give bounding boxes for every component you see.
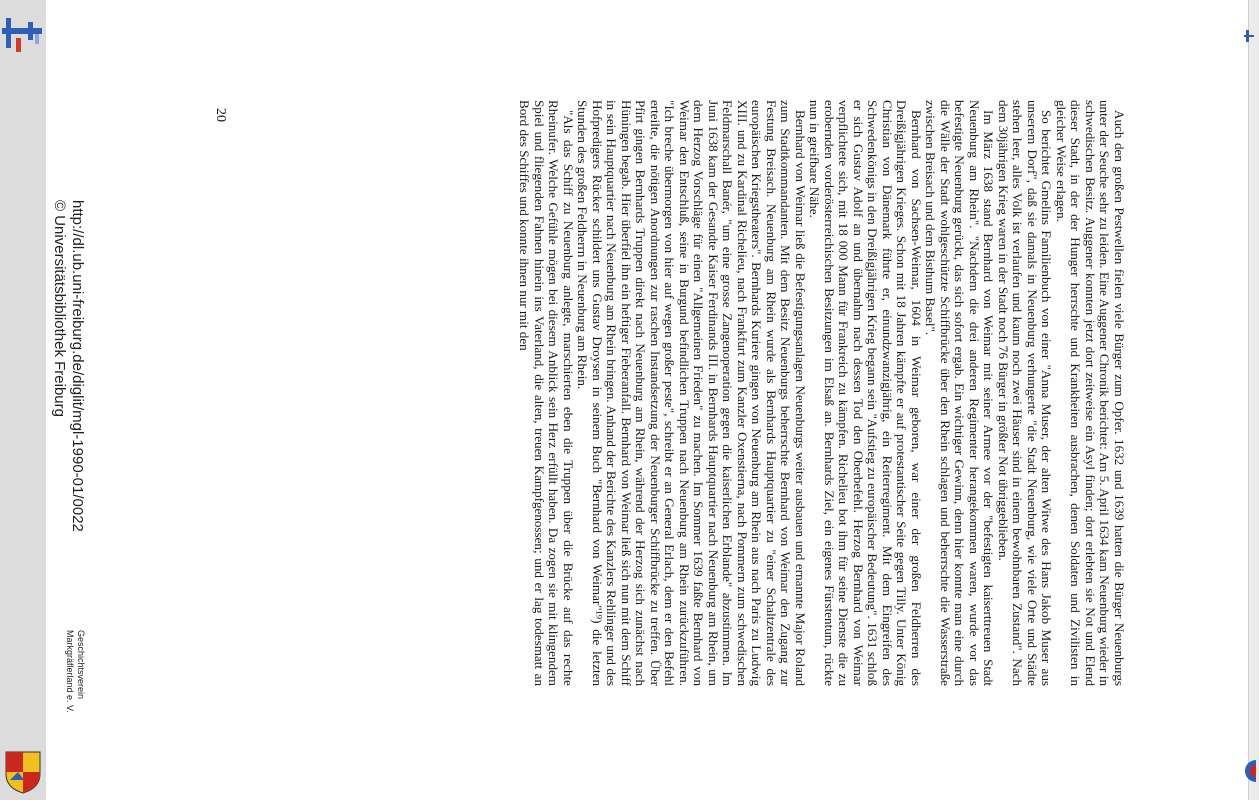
paragraph: "Als das Schiff zu Neuenburg anlegte, marschierten eben die Truppen über die Brücke auf das rechte Rheinufer. Welche Gefühle mögen bei diesem Anblick sein Herz erfüllt haben. Da zogen sie mit klingendem Spiel und fliegenden Fahnen hinein ins Vaterland, die alten, treuen Kampfgenossen; und er lag todesmatt an Bord des Schiffes und konnte ihnen nur mit den <box>517 100 576 686</box>
paragraph: Bernhard von Sachsen-Weimar, 1604 in Weimar geboren, war einer der großen Feldherren des Dreißigjährigen Krieges. Schon mit 18 Jahren kämpfte er auf protestantischer Seite gegen Tilly. Unter König Christian von Dänemark führte er, einundzwanzigjährig, ein Reiterregiment. Mit dem Eingreifen des Schwedenkönigs in den Dreißigjährigen Krieg begann sein "Aufstieg zu europäischer Bedeutung". 1631 schloß er sich Gustav Adolf an und übernahm nach dessen Tod den Oberbefehl. Herzog Bernhard von Weimar verpflichtete sich, mit 18 000 Mann für Frankreich zu kämpfen. Richelieu bot ihm für seine Dienste die zu erobernden vorderösterreichischen Besitzungen im Elsaß an. Bernhards Ziel, ein eigenes Fürstentum, rückte nun in greifbare Nähe. <box>807 100 924 686</box>
publisher-name <box>64 630 86 713</box>
body-text <box>517 100 1126 686</box>
viewer-left-margin <box>0 0 46 800</box>
publisher-line: Geschichtsverein <box>76 630 86 700</box>
copyright-line: © Universitätsbibliothek Freiburg <box>51 200 68 417</box>
document-page <box>46 0 1249 800</box>
paragraph: Bernhard von Weimar ließ die Befestigungsanlagen Neuenburgs weiter ausbauen und ernannte Major Roland zum Stadtkommandanten. Mit dem Besitz Neuenburgs beherrschte Bernhard von Weimar den Zugang zur Festung Breisach. Neuenburg am Rhein wurde als Bernhards Hauptquartier zu "einer Schaltzentrale des europäischen Kriegstheaters". Bernhards Kuriere gingen von Neuenburg am Rhein aus nach Paris zu Ludwig XIII. und zu Kardinal Richelieu, nach Frankfurt zum Kanzler Oxenstierna, nach Pommern zum schwedischen Feldmarschall Banér, "um eine grosse Zangenoperation gegen die kaiserlichen Erblande" abzustimmen. Im Juni 1638 kam der Gesandte Kaiser Ferdinands III. in Bernhards Hauptquartier nach Neuenburg am Rhein, um dem Herzog Vorschläge für einen "Allgemeinen Frieden" zu machen. Im Sommer 1639 faßte Bernhard von Weimar den Entschluß, seine in Burgund befindlichen Truppen nach Neuenburg am Rhein zurückzuführen. "Ich breche übermorgen von hier auf wegen großer peste", schreibt er an General Erlach, dem er den Befehl erteilte, die nötigen Anordnungen zur raschen Instandsetzung der Neuenburger Schiffbrücke zu treffen. Über Pfirt gingen Bernhards Truppen direkt nach Neuenburg am Rhein, während der Herzog sich zunächst nach Hüningen begab. Hier überfiel ihn ein heftiger Fieberanfall. Bernhard von Weimar ließ sich nun mit dem Schiff in sein Hauptquartier nach Neuenburg am Rhein bringen. Anhand der Berichte des Kanzlers Rehlinger und des Hofpredigers Rücker schildert uns Gustav Droysen in seinem Buch "Bernhard von Weimar"¹⁹) die letzten Stunden des großen Feldherrn in Neuenburg am Rhein. <box>575 100 808 686</box>
badge-icon <box>1244 758 1256 784</box>
paragraph: Auch den großen Pestwellen fielen viele Bürger zum Opfer. 1632 und 1639 hatten die Bürger Neuenburgs unter der Seuche sehr zu leiden. Eine Auggener Chronik berichtet: Am 5. April 1634 kam Neuenburg wieder in schwedischen Besitz. Auggener konnten jetzt dort zeitweise ein Asyl finden; dort erlebten sie Not und Elend dieser Stadt, in der der Hunger herrschte und Krankheiten ausbrachen, denen Soldaten und Zivilisten in gleicher Weise erlagen. <box>1054 100 1127 686</box>
publisher-line: Markgräflerland e. V. <box>65 630 75 713</box>
source-url[interactable]: http://dl.ub.uni-freiburg.de/diglit/mgl-1990-01/0022 <box>69 200 86 532</box>
viewer-right-margin <box>1248 0 1259 800</box>
logo-fragment-icon <box>1244 30 1254 42</box>
paragraph: Im März 1638 stand Bernhard von Weimar mit seiner Armee vor der "befestigten kaiserttreuen Stadt Neuenburg am Rhein". "Nachdem die drei anderen Regimenter herangekommen waren, wurde vor das befestigte Neuenburg gerückt, das sich sofort ergab. Ein wichtiger Gewinn, denn hier konnte man eine durch die Wälle der Stadt wohlgeschützte Schiffbrücke über den Rhein schlagen und beherrschte die Wasserstraße zwischen Breisach und dem Bisthum Basel". <box>923 100 997 686</box>
digitization-logo-icon <box>2 14 42 54</box>
paragraph: So berichtet Gmelins Familienbuch von einer "Anna Muser, der alten Witwe des Hans Jakob Muser aus unserem Dorf", daß sie damals in Neuenburg verhungerte "die Stadt Neuenburg, wie viele Orte und Städte stehen leer, alles Volk ist verlaufen und kaum noch zwei Häuser sind in einem bewohnbaren Zustand". Nach dem 30jährigen Krieg waren in der Stadt noch 76 Bürger in größter Not übriggeblieben. <box>996 100 1055 686</box>
page-number: 20 <box>213 108 228 122</box>
rotated-page-content <box>51 100 1127 713</box>
coat-of-arms-icon <box>4 750 42 794</box>
